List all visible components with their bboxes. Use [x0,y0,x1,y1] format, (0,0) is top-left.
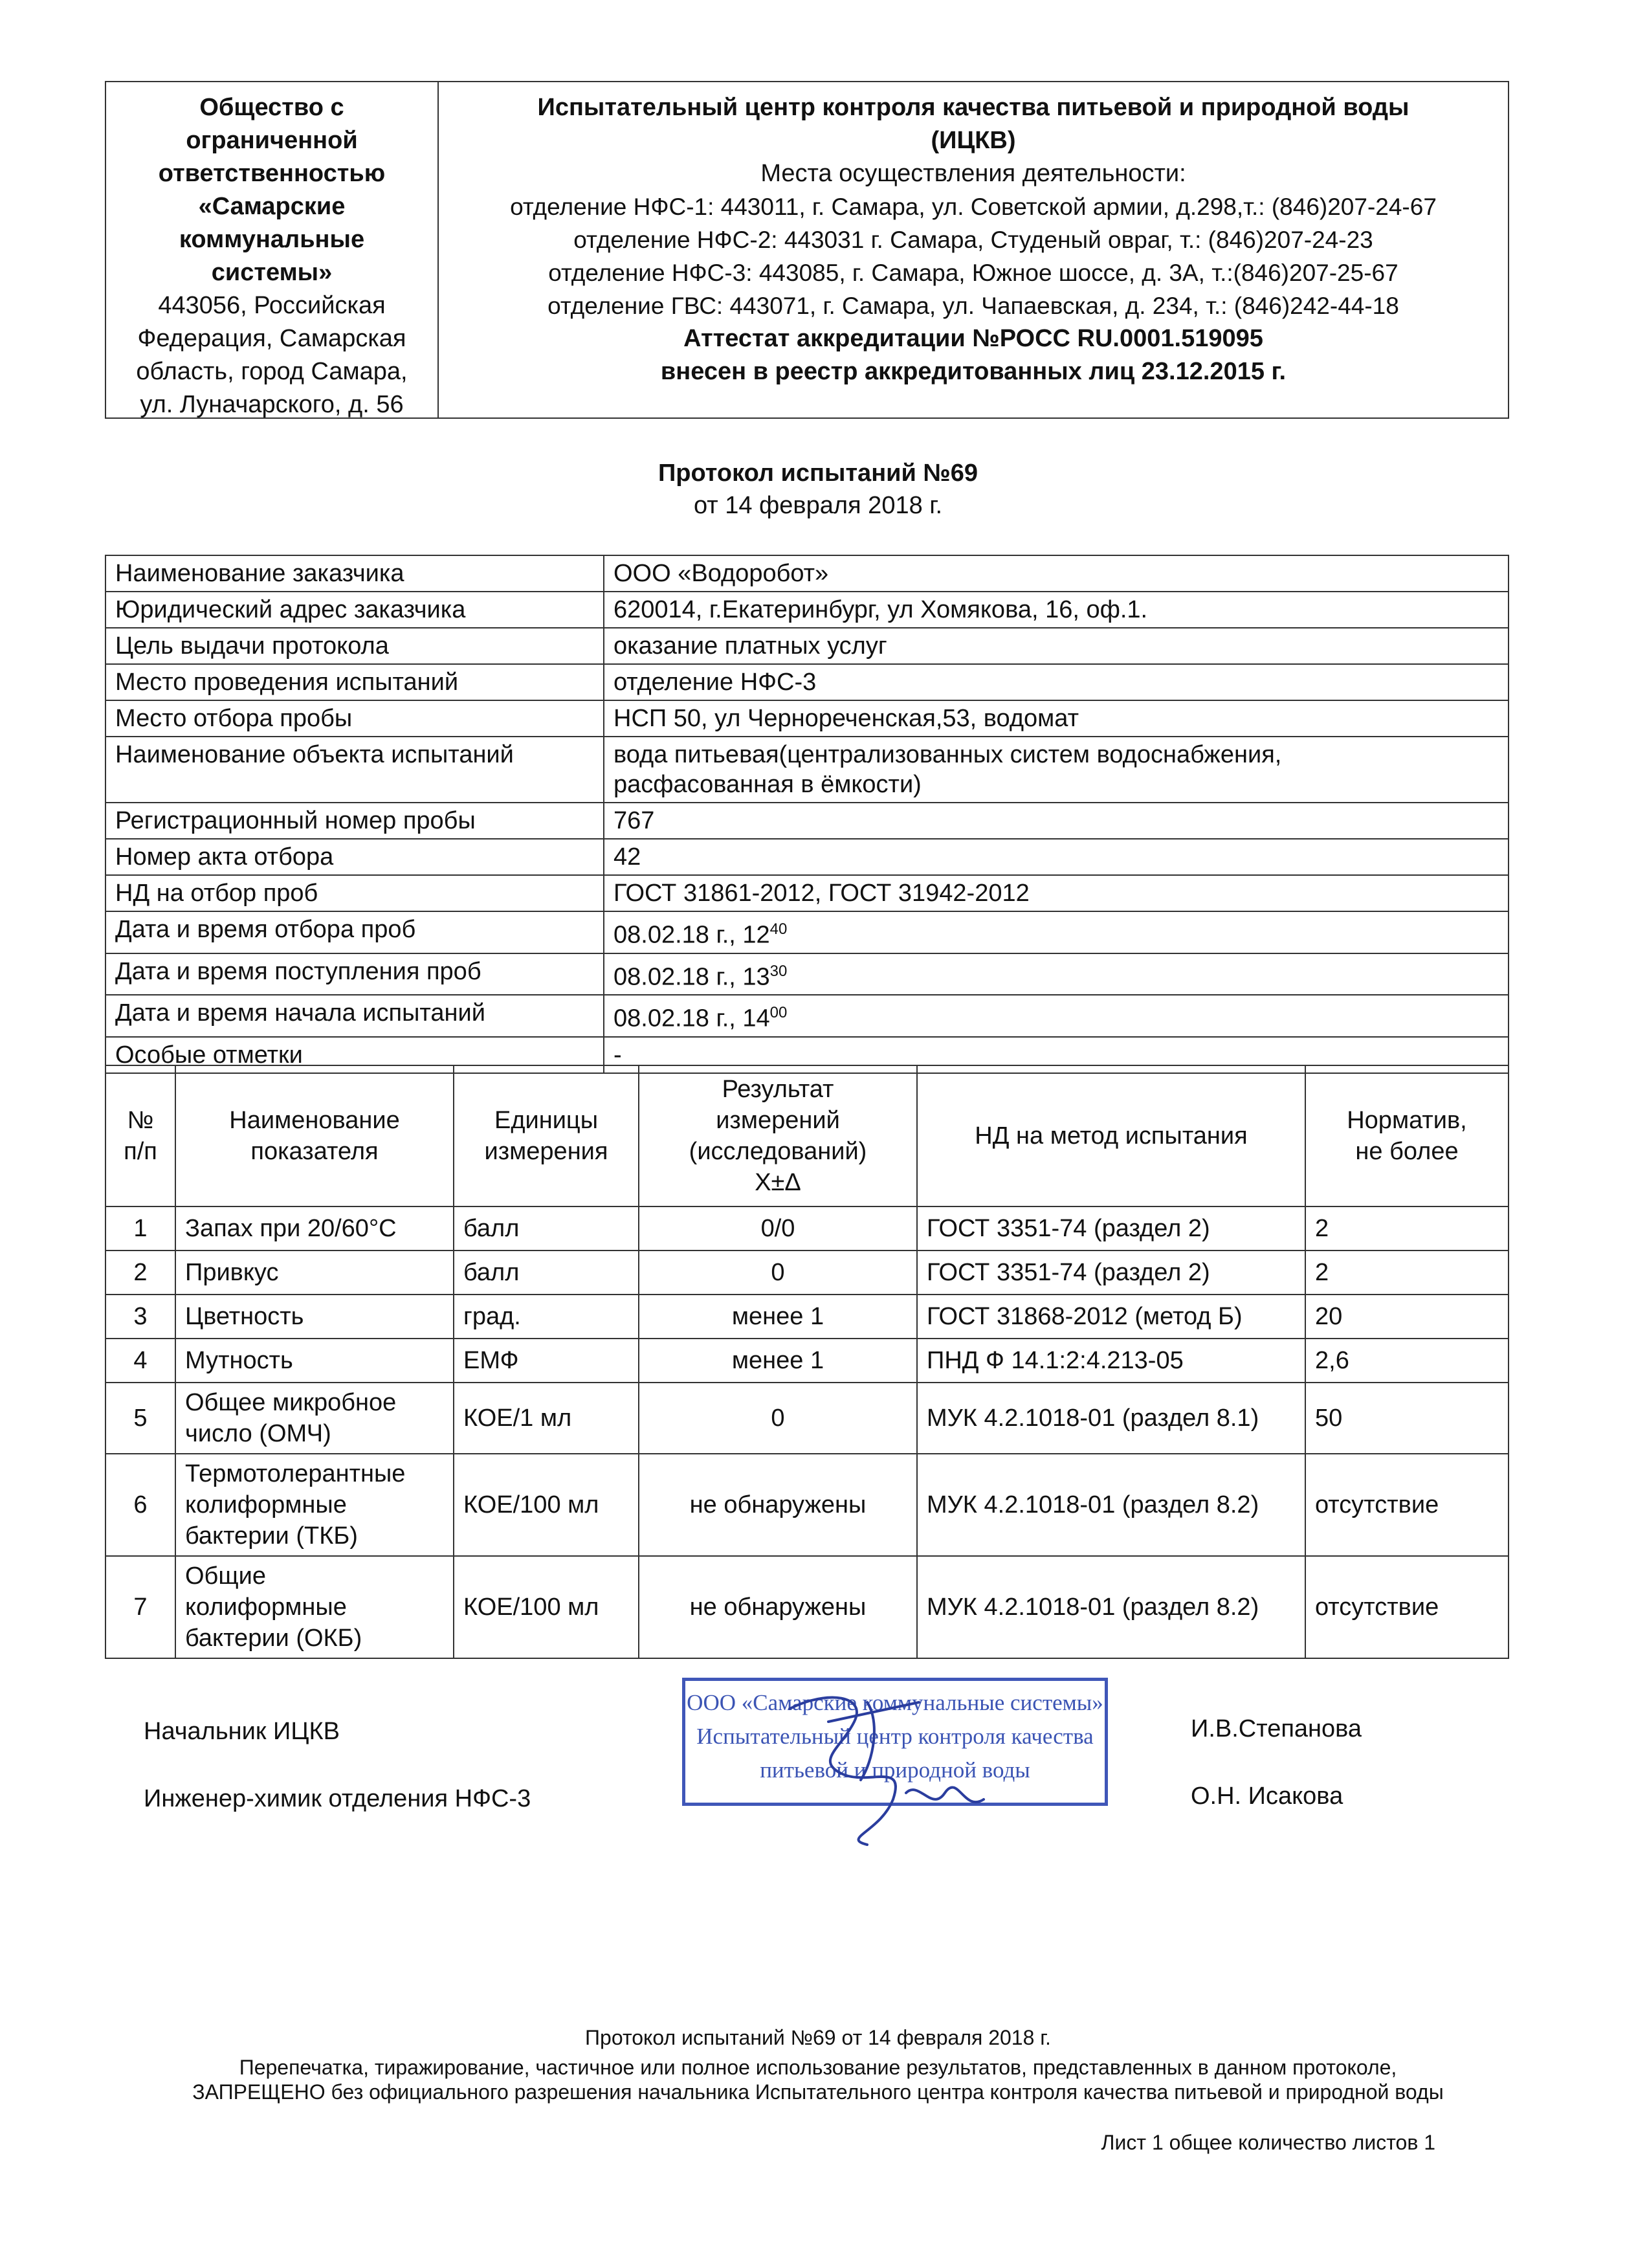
cell-name: Общее микробное число (ОМЧ) [175,1383,454,1454]
info-value-text: 08.02.18 г., 14 [614,1005,770,1032]
cell-norm: отсутствие [1305,1556,1509,1658]
header-norm: Норматив, не более [1305,1065,1509,1206]
info-value [604,803,1509,839]
time-minutes: 30 [769,962,788,980]
stamp-line: ООО «Самарские коммунальные системы» [687,1690,1103,1715]
info-key: Наименование заказчика [105,555,604,592]
customer-info-table [105,555,1509,1074]
info-value-text: НСП 50, ул Черноречeнская,53, водомат [614,705,1079,732]
results-row [105,1295,1509,1339]
cell-norm: 20 [1305,1295,1509,1339]
cell-name: Мутность [175,1339,454,1383]
info-value-text: 767 [614,807,655,834]
cell-result: 0 [639,1383,917,1454]
results-header-row [105,1065,1509,1206]
cell-norm: 50 [1305,1383,1509,1454]
info-row [105,803,1509,839]
info-row [105,664,1509,700]
info-row [105,700,1509,737]
info-value [604,839,1509,875]
department-line: отделение НФС-2: 443031 г. Самара, Студеный овраг, т.: (846)207-24-23 [573,227,1373,253]
footer-warning-2: ЗАПРЕЩЕНО без официального разрешения начальника Испытательного центра контроля качества питьевой и природной воды [192,2080,1444,2104]
time-minutes: 00 [769,1004,788,1022]
info-key: Дата и время начала испытаний [105,995,604,1037]
cell-unit: град. [454,1295,639,1339]
cell-num: 1 [105,1206,175,1251]
stamp-line: питьевой и природной воды [760,1757,1030,1783]
org-name-line: системы» [211,259,333,286]
info-row [105,911,1509,953]
info-row [105,737,1509,803]
stamp-line: Испытательный центр контроля качества [696,1724,1094,1749]
cell-result: менее 1 [639,1339,917,1383]
info-value-text: оказание платных услуг [614,632,887,660]
cell-method: ПНД Ф 14.1:2:4.213-05 [917,1339,1305,1383]
cell-result: 0 [639,1251,917,1295]
info-value-text: ГОСТ 31861-2012, ГОСТ 31942-2012 [614,880,1030,907]
department-line: отделение НФС-1: 443011, г. Самара, ул. Советской армии, д.298,т.: (846)207-24-67 [510,194,1437,220]
places-label: Места осуществления деятельности: [760,160,1186,187]
protocol-date: от 14 февраля 2018 г. [693,492,943,519]
org-name-line: Общество с [199,94,344,121]
center-abbrev: (ИЦКВ) [931,127,1016,154]
info-row [105,839,1509,875]
cell-name: Привкус [175,1251,454,1295]
header-num: № п/п [105,1065,175,1206]
info-value [604,953,1509,995]
signature-role-head: Начальник ИЦКВ [144,1718,340,1745]
info-row [105,555,1509,592]
info-key: Особые отметки [105,1037,604,1073]
cell-result: не обнаружены [639,1454,917,1556]
cell-method: ГОСТ 31868-2012 (метод Б) [917,1295,1305,1339]
protocol-title: Протокол испытаний №69 [658,460,978,487]
organization-block [106,82,439,417]
info-value [604,737,1509,803]
cell-num: 2 [105,1251,175,1295]
cell-method: МУК 4.2.1018-01 (раздел 8.2) [917,1556,1305,1658]
org-address-line: область, город Самара, [136,358,408,385]
info-key: Регистрационный номер пробы [105,803,604,839]
cell-method: МУК 4.2.1018-01 (раздел 8.1) [917,1383,1305,1454]
department-line: отделение ГВС: 443071, г. Самара, ул. Чапаевская, д. 234, т.: (846)242-44-18 [547,293,1399,319]
time-minutes: 40 [769,920,788,938]
cell-num: 3 [105,1295,175,1339]
cell-unit: балл [454,1251,639,1295]
center-title: Испытательный центр контроля качества питьевой и природной воды [537,94,1409,121]
info-value-text: 42 [614,843,641,871]
info-key: Место отбора пробы [105,700,604,737]
org-address-line: ул. Луначарского, д. 56 [140,391,404,418]
results-row [105,1251,1509,1295]
info-key: Юридический адрес заказчика [105,592,604,628]
cell-norm: 2 [1305,1206,1509,1251]
cell-norm: 2 [1305,1251,1509,1295]
cell-unit: ЕМФ [454,1339,639,1383]
footer-protocol-ref: Протокол испытаний №69 от 14 февраля 2018 г. [585,2026,1051,2049]
info-value [604,700,1509,737]
info-value-continued: расфасованная в ёмкости) [614,771,922,798]
info-key: Номер акта отбора [105,839,604,875]
header-box [105,81,1509,419]
cell-result: не обнаружены [639,1556,917,1658]
info-key: Место проведения испытаний [105,664,604,700]
header-unit: Единицы измерения [454,1065,639,1206]
org-name-line: ограниченной [186,127,358,154]
cell-method: ГОСТ 3351-74 (раздел 2) [917,1251,1305,1295]
sheet-count: Лист 1 общее количество листов 1 [1101,2131,1435,2154]
info-row [105,953,1509,995]
org-name-line: коммунальные [179,226,365,253]
cell-num: 4 [105,1339,175,1383]
department-line: отделение НФС-3: 443085, г. Самара, Южное шоссе, д. 3А, т.:(846)207-25-67 [548,260,1398,286]
handwritten-signature [712,1683,1035,1851]
cell-result: менее 1 [639,1295,917,1339]
org-name-line: ответственностью [158,160,386,187]
results-row [105,1206,1509,1251]
cell-result: 0/0 [639,1206,917,1251]
info-row [105,995,1509,1037]
info-value-text: 08.02.18 г., 12 [614,921,770,949]
info-key: НД на отбор проб [105,875,604,911]
cell-unit: балл [454,1206,639,1251]
results-row [105,1339,1509,1383]
info-value-text: ООО «Водоробот» [614,560,829,587]
cell-name: Термотолерантные колиформные бактерии (ТКБ) [175,1454,454,1556]
cell-name: Цветность [175,1295,454,1339]
cell-unit: КОЕ/100 мл [454,1454,639,1556]
header-name: Наименование показателя [175,1065,454,1206]
info-row [105,875,1509,911]
cell-name: Запах при 20/60°С [175,1206,454,1251]
info-value [604,995,1509,1037]
signature-name-head: И.В.Степанова [1191,1715,1362,1742]
results-table [105,1065,1509,1659]
cell-method: МУК 4.2.1018-01 (раздел 8.2) [917,1454,1305,1556]
org-name-line: «Самарские [198,193,346,220]
cell-norm: 2,6 [1305,1339,1509,1383]
info-row [105,628,1509,664]
org-address-line: Федерация, Самарская [137,325,406,352]
info-value-text: отделение НФС-3 [614,669,817,696]
results-row [105,1383,1509,1454]
signature-role-engineer: Инженер-химик отделения НФС-3 [144,1785,531,1812]
cell-method: ГОСТ 3351-74 (раздел 2) [917,1206,1305,1251]
info-value [604,555,1509,592]
info-value-text: 620014, г.Екатеринбург, ул Хомякова, 16, оф.1. [614,596,1148,623]
info-value [604,628,1509,664]
info-value [604,875,1509,911]
cell-num: 6 [105,1454,175,1556]
info-row [105,592,1509,628]
results-row [105,1454,1509,1556]
info-value [604,911,1509,953]
info-value [604,664,1509,700]
cell-unit: КОЕ/1 мл [454,1383,639,1454]
cell-unit: КОЕ/100 мл [454,1556,639,1658]
info-value [604,592,1509,628]
cell-num: 7 [105,1556,175,1658]
results-row [105,1556,1509,1658]
footer-warning-1: Перепечатка, тиражирование, частичное или полное использование результатов, представленных в данном протоколе, [239,2056,1397,2079]
signature-name-engineer: О.Н. Исакова [1191,1783,1343,1810]
info-value-text: - [614,1041,622,1069]
testing-center-block [439,82,1508,417]
info-key: Дата и время отбора проб [105,911,604,953]
header-result: Результат измерений (исследований) X±Δ [639,1065,917,1206]
header-method: НД на метод испытания [917,1065,1305,1206]
info-key: Наименование объекта испытаний [105,737,604,803]
accreditation-line: Аттестат аккредитации №РОСС RU.0001.519095 [683,325,1263,352]
info-key: Дата и время поступления проб [105,953,604,995]
cell-num: 5 [105,1383,175,1454]
cell-name: Общие колиформные бактерии (ОКБ) [175,1556,454,1658]
info-value-text: 08.02.18 г., 13 [614,963,770,991]
cell-norm: отсутствие [1305,1454,1509,1556]
info-value-text: вода питьевая(централизованных систем водоснабжения, [614,741,1282,768]
info-key: Цель выдачи протокола [105,628,604,664]
accreditation-line: внесен в реестр аккредитованных лиц 23.12.2015 г. [660,358,1287,385]
org-address-line: 443056, Российская [158,292,386,319]
